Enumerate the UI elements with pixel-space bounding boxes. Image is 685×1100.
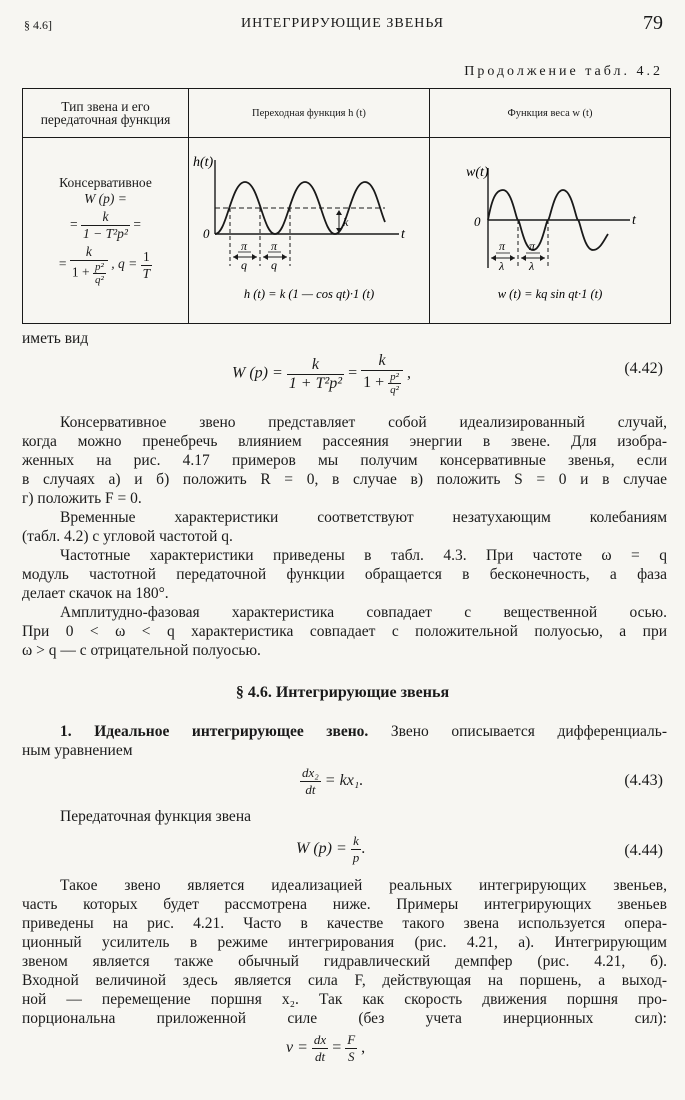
h-ylabel: h(t) bbox=[193, 155, 214, 170]
p5-line-6: Входной величиной здесь является сила F, действующая на поршень, а выход- bbox=[22, 972, 667, 989]
w-lambda-2: λ bbox=[529, 259, 535, 273]
w-pi-2: π bbox=[529, 239, 536, 253]
p5-line-4: ционный усилитель в режиме интегрирования (рис. 4.21, а). Интегрирующим bbox=[22, 934, 667, 951]
link-name: Консервативное bbox=[59, 175, 152, 190]
p2-line-1: Временные характеристики соответствуют незатухающим колебаниям bbox=[60, 509, 667, 526]
eq-4-42-number: (4.42) bbox=[624, 360, 663, 377]
f2-den-q2: q² bbox=[95, 274, 104, 286]
eq-4-44-number: (4.44) bbox=[624, 842, 663, 859]
h-q-1: q bbox=[241, 258, 247, 272]
wp-label: W (p) = bbox=[84, 191, 127, 206]
equation-4-42: W (p) = $\frac{k}{\text{1 + T²p²}}$ = k 1 + $\frac{\text{p²}}{\text{q²}}$ , bbox=[232, 352, 411, 396]
p5-line-3: приведены на рис. 4.21. Часто в качестве такого звена используется опера- bbox=[22, 915, 667, 932]
p5-line-2: часть которых будет рассмотрена ниже. Примеры интегрирующих звеньев bbox=[22, 896, 667, 913]
col3-header: Функция веса w (t) bbox=[430, 89, 671, 138]
w-lambda-1: λ bbox=[499, 259, 505, 273]
section-title: § 4.6. Интегрирующие звенья bbox=[235, 684, 450, 701]
equation-4-44: W (p) = $\frac{k}{p}$ . bbox=[296, 833, 366, 865]
p1-line-5: г) положить F = 0. bbox=[22, 490, 142, 507]
col2-header: Переходная функция h (t) bbox=[189, 89, 430, 138]
p1-line-4: в случаях а) и б) положить R = 0, в случае в) положить S = 0 и в случае bbox=[22, 471, 667, 488]
q-num: 1 bbox=[141, 249, 153, 266]
p1-line-3: женных на рис. 4.17 примеров мы получим консервативные звенья, если bbox=[22, 452, 667, 469]
table-4-2 bbox=[22, 88, 671, 324]
h-pi-2: π bbox=[271, 239, 278, 253]
p3-line-3: делает скачок на 180°. bbox=[22, 585, 169, 602]
running-title: ИНТЕГРИРУЮЩИЕ ЗВЕНЬЯ bbox=[241, 16, 444, 31]
q-def: , q = bbox=[111, 256, 138, 272]
eq-4-43-number: (4.43) bbox=[624, 772, 663, 789]
f2-den-p2: p² bbox=[95, 261, 104, 273]
header-section-ref: § 4.6] bbox=[24, 18, 52, 32]
transfer-function-label: Передаточная функция звена bbox=[60, 808, 251, 825]
w-xlabel: t bbox=[632, 213, 636, 228]
weight-function-plot bbox=[430, 138, 670, 318]
p4-line-2: При 0 < ω < q характеристика совпадает с положительной полуосью, а при bbox=[22, 623, 667, 640]
sub1-title: 1. Идеальное интегрирующее звено. bbox=[60, 723, 369, 740]
page-number: 79 bbox=[643, 12, 663, 34]
p4-line-1: Амплитудно-фазовая характеристика совпадает с вещественной осью. bbox=[60, 604, 667, 621]
col1-header: Тип звена и его передаточная функция bbox=[23, 89, 189, 138]
transient-response-plot bbox=[189, 138, 429, 318]
weight-function-cell bbox=[430, 138, 671, 324]
p4-line-3: ω > q — с отрицательной полуосью. bbox=[22, 642, 261, 659]
table-continuation: Продолжение табл. 4.2 bbox=[464, 64, 663, 79]
sub1-line-1: 1. Идеальное интегрирующее звено. Звено описывается дифференциаль- bbox=[60, 723, 667, 740]
p1-line-2: когда можно пренебречь влиянием рассеяния энергии в звене. Для изобра- bbox=[22, 433, 667, 450]
f1-den: 1 − T²p² bbox=[83, 226, 128, 241]
p5-line-8: порциональна приложенной силе (без учета инерционных сил): bbox=[22, 1010, 667, 1027]
w-caption: w (t) = kq sin qt·1 (t) bbox=[497, 287, 603, 301]
h-k-label: k bbox=[343, 215, 349, 229]
h-origin: 0 bbox=[203, 226, 210, 241]
imet-vid: иметь вид bbox=[22, 330, 89, 347]
q-den: T bbox=[142, 265, 151, 281]
equation-velocity: v = $\frac{dx}{dt}$ = $\frac{F}{S}$ , bbox=[286, 1032, 366, 1064]
equation-4-43: $\frac{\text{dx₂}}{dt}$ = kx₁. bbox=[302, 765, 364, 797]
transfer-function-cell: Консервативное W (p) = = $\frac{k}{\text{1 − T²p²}}$ = = k 1 + $\frac{\text{p²}}{\text{q²}}$ , q = $\frac{1}{T}$ bbox=[23, 138, 189, 324]
p5-line-7: ной — перемещение поршня x₂. Так как скорость движения поршня про- bbox=[22, 991, 667, 1008]
p3-line-1: Частотные характеристики приведены в табл. 4.3. При частоте ω = q bbox=[60, 547, 667, 564]
w-pi-1: π bbox=[499, 239, 506, 253]
p1-line-1: Консервативное звено представляет собой идеализированный случай, bbox=[60, 414, 667, 431]
h-pi-1: π bbox=[241, 239, 248, 253]
h-xlabel: t bbox=[401, 227, 405, 242]
w-origin: 0 bbox=[474, 214, 481, 229]
f2-den-a: 1 + bbox=[71, 264, 94, 280]
h-q-2: q bbox=[271, 258, 277, 272]
f1-num: k bbox=[81, 209, 130, 226]
p2-line-2: (табл. 4.2) с угловой частотой q. bbox=[22, 528, 233, 545]
h-caption: h (t) = k (1 — cos qt)·1 (t) bbox=[243, 287, 375, 301]
p5-line-1: Такое звено является идеализацией реальных интегрирующих звеньев, bbox=[60, 877, 667, 894]
f2-num: k bbox=[70, 244, 108, 261]
p5-line-5: звеном является также обычный гидравлический демпфер (рис. 4.21, б). bbox=[22, 953, 667, 970]
sub1-line-2: ным уравнением bbox=[22, 742, 133, 759]
w-ylabel: w(t) bbox=[466, 165, 489, 180]
transient-response-cell bbox=[189, 138, 430, 324]
p3-line-2: модуль частотной передаточной функции обращается в бесконечность, а фаза bbox=[22, 566, 667, 583]
